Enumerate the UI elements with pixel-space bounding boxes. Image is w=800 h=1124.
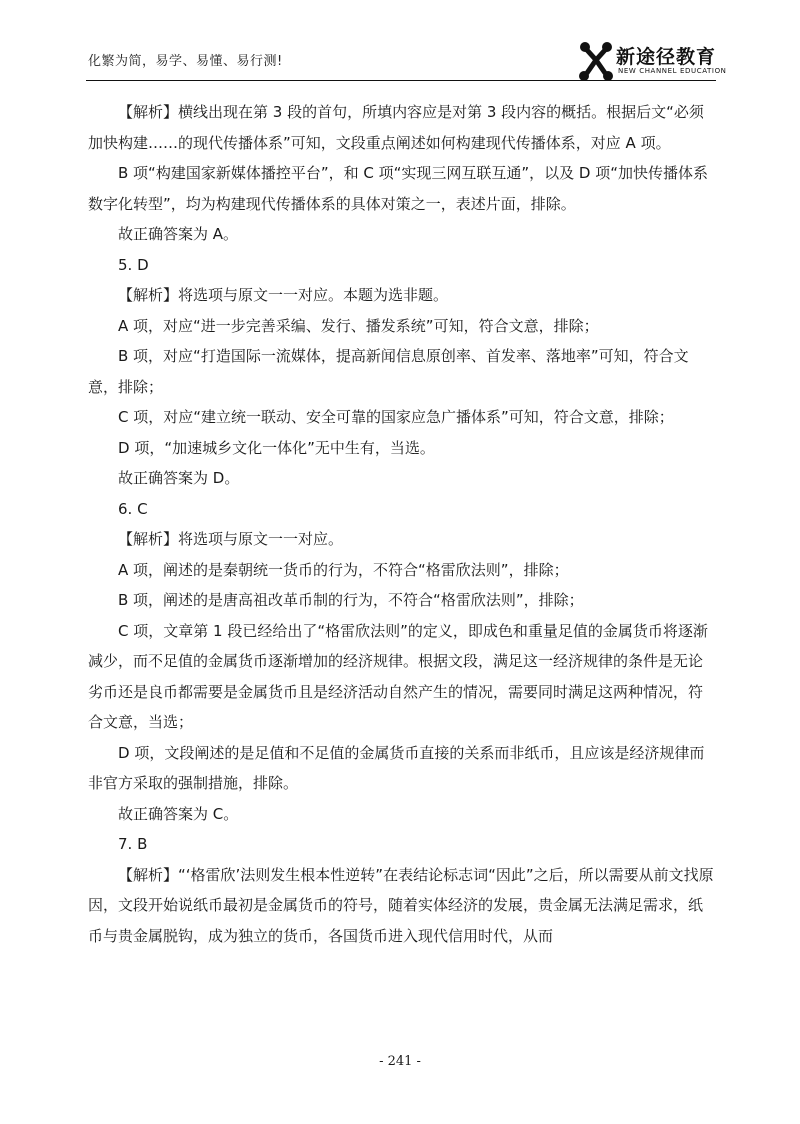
paragraph: 【解析】横线出现在第 3 段的首句，所填内容应是对第 3 段内容的概括。根据后文“必须加快构建……的现代传播体系”可知，文段重点阐述如何构建现代传播体系，对应 A 项。	[88, 103, 704, 152]
logo-name: 新途径教育	[616, 46, 717, 68]
paragraph: D 项，文段阐述的是足值和不足值的金属货币直接的关系而非纸币，且应该是经济规律而非官方采取的强制措施，排除。	[88, 743, 705, 792]
logo-subtitle: NEW CHANNEL EDUCATION	[618, 67, 727, 75]
page-number: - 241 -	[379, 1054, 421, 1069]
paragraph: 故正确答案为 C。	[118, 804, 239, 823]
paragraph: B 项，阐述的是唐高祖改革币制的行为，不符合“格雷欣法则”，排除；	[118, 591, 584, 609]
header-slogan: 化繁为简，易学、易懂、易行测!	[88, 54, 283, 69]
paragraph: C 项，对应“建立统一联动、安全可靠的国家应急广播体系”可知，符合文意，排除；	[118, 408, 674, 426]
paragraph: 【解析】将选项与原文一一对应。本题为选非题。	[118, 286, 449, 304]
question-answer-heading: 5. D	[118, 255, 149, 274]
logo-mark-icon	[578, 40, 614, 82]
paragraph: 故正确答案为 A。	[118, 225, 239, 243]
paragraph: D 项，“加速城乡文化一体化”无中生有，当选。	[118, 438, 435, 457]
answer-explanation-body	[88, 97, 716, 951]
header-divider	[86, 80, 716, 81]
paragraph: B 项“构建国家新媒体播控平台”，和 C 项“实现三网互联互通”，以及 D 项“加快传播体系数字化转型”，均为构建现代传播体系的具体对策之一，表述片面，排除。	[88, 164, 709, 213]
paragraph: A 项，对应“进一步完善采编、发行、播发系统”可知，符合文意，排除；	[118, 316, 599, 335]
question-answer-heading: 6. C	[118, 499, 148, 518]
paragraph: A 项，阐述的是秦朝统一货币的行为，不符合“格雷欣法则”，排除；	[118, 560, 569, 579]
paragraph: 故正确答案为 D。	[118, 469, 240, 487]
paragraph: C 项，文章第 1 段已经给出了“格雷欣法则”的定义，即成色和重量足值的金属货币将逐渐减少，而不足值的金属货币逐渐增加的经济规律。根据文段，满足这一经济规律的条件是无论劣币还是良币都需要是金属货币且是经济活动自然产生的情况，需要同时满足这两种情况，符合文意，当选；	[88, 621, 708, 731]
brand-logo	[578, 40, 728, 82]
paragraph: B 项，对应“打造国际一流媒体，提高新闻信息原创率、首发率、落地率”可知，符合文意，排除；	[88, 347, 689, 396]
question-answer-heading: 7. B	[118, 835, 148, 853]
paragraph: 【解析】“‘格雷欣’法则发生根本性逆转”在表结论标志词“因此”之后，所以需要从前文找原因，文段开始说纸币最初是金属货币的符号，随着实体经济的发展，贵金属无法满足需求，纸币与贵金属脱钩，成为独立的货币，各国货币进入现代信用时代，从而	[88, 865, 714, 945]
paragraph: 【解析】将选项与原文一一对应。	[118, 530, 344, 548]
